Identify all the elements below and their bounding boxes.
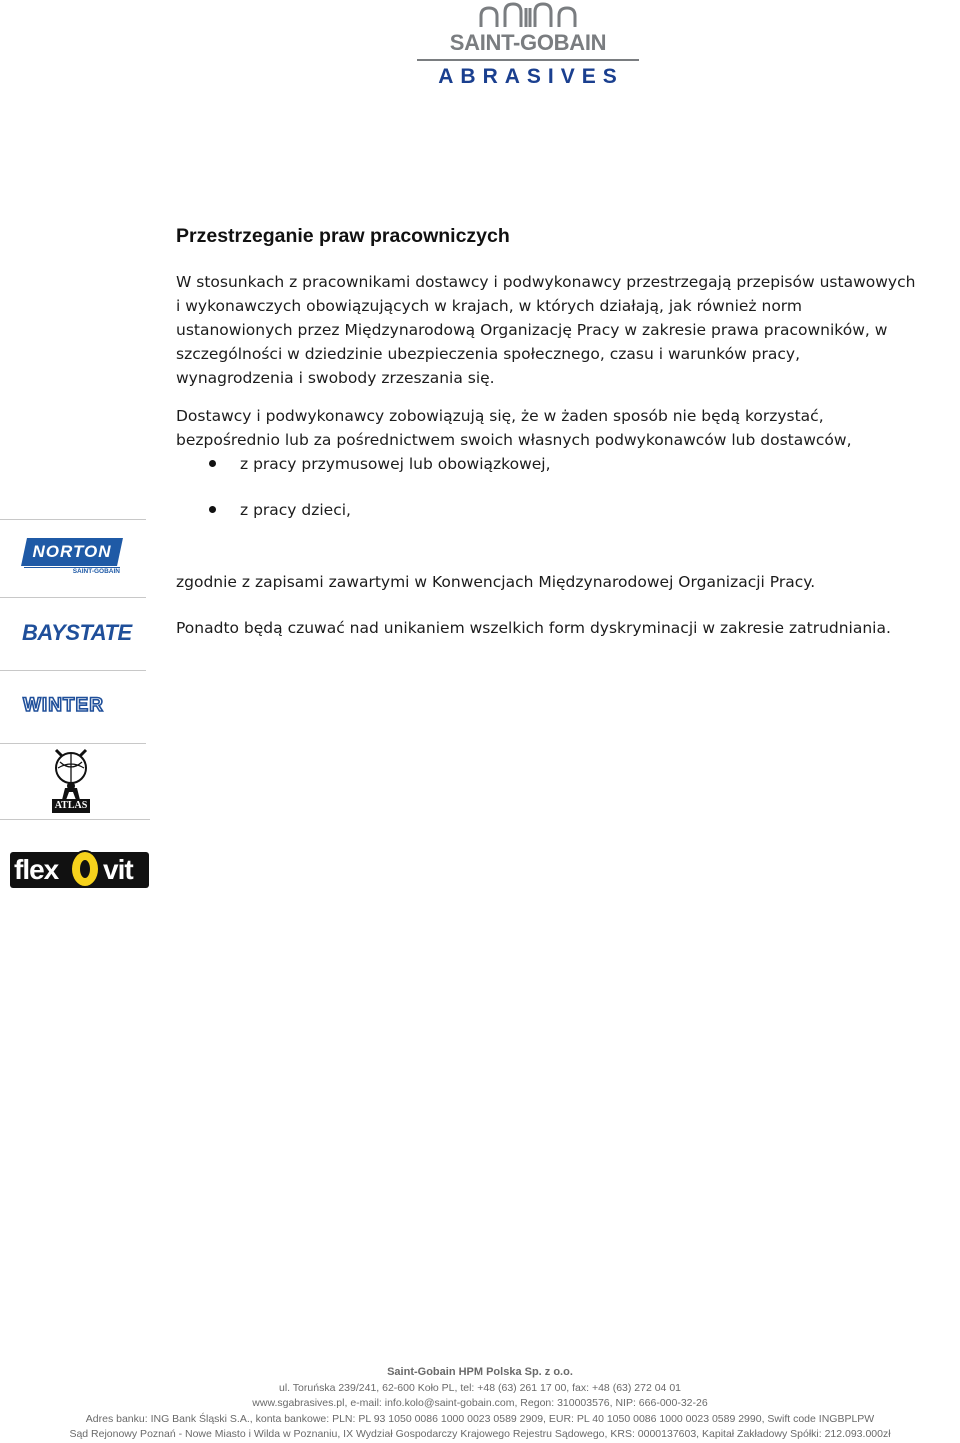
baystate-logo: BAYSTATE <box>22 620 132 645</box>
brand-divider <box>0 743 146 744</box>
norton-wordmark: NORTON <box>32 542 112 561</box>
brand-divider <box>0 597 146 598</box>
division-name: ABRASIVES <box>438 65 624 88</box>
atlas-wordmark: ATLAS <box>52 799 90 813</box>
brand-divider <box>0 519 146 520</box>
footer-address: ul. Toruńska 239/241, 62-600 Koło PL, tel: +48 (63) 261 17 00, fax: +48 (63) 272 04 01 <box>278 1381 681 1394</box>
list-item <box>176 498 916 522</box>
page-footer <box>0 1365 960 1443</box>
winter-logo: WINTER <box>23 695 104 716</box>
brand-divider <box>0 819 150 820</box>
footer-company: Saint-Gobain HPM Polska Sp. z o.o. <box>387 1366 573 1378</box>
logo-divider <box>417 59 639 61</box>
saint-gobain-abrasives-logo <box>415 0 641 92</box>
brand-divider <box>0 670 146 671</box>
flexovit-wordmark-right: vit <box>103 854 133 885</box>
flexovit-wordmark-left: flex <box>14 854 59 885</box>
company-name: SAINT-GOBAIN <box>449 30 607 55</box>
footer-bank: Adres banku: ING Bank Śląski S.A., konta bankowe: PLN: PL 93 1050 0086 1000 0023 0589 2909, EUR: PL 40 1050 0086 1000 0023 0589 2990, Swift code INGBPLPW <box>85 1412 875 1425</box>
footer-court: Sąd Rejonowy Poznań - Nowe Miasto i Wilda w Poznaniu, IX Wydział Gospodarczy Krajowego Rejestru Sądowego, KRS: 0000137603, Kapitał Zakładowy Spółki: 212.093.000zł <box>69 1428 891 1440</box>
closing-paragraph-2: Ponadto będą czuwać nad unikaniem wszelkich form dyskryminacji w zakresie zatrudniania. <box>176 619 891 637</box>
paragraph-1: W stosunkach z pracownikami dostawcy i podwykonawcy przestrzegają przepisów ustawowych i wykonawczych obowiązujących w krajach, w których działają, jak również norm ustanowionych przez Międzynarodową Organizację Pracy w zakresie prawa pracowników, w szczególności w dziedzinie ubezpieczenia społecznego, czasu i warunków pracy, wynagrodzenia i swobody zrzeszania się. <box>176 273 916 387</box>
flexovit-disc-icon <box>70 850 100 888</box>
footer-web: www.sgabrasives.pl, e-mail: info.kolo@saint-gobain.com, Regon: 310003576, NIP: 666-000-32-26 <box>252 1397 708 1409</box>
paragraph-2: Dostawcy i podwykonawcy zobowiązują się, że w żaden sposób nie będą korzystać, bezpośrednio lub za pośrednictwem swoich własnych podwykonawców lub dostawców, <box>176 407 852 449</box>
bullet-icon <box>209 460 216 467</box>
closing-paragraph-1: zgodnie z zapisami zawartymi w Konwencjach Międzynarodowej Organizacji Pracy. <box>176 573 816 591</box>
list-item <box>176 452 916 476</box>
bullet-list <box>176 452 916 522</box>
bullet-icon <box>209 506 216 513</box>
list-item-text: z pracy dzieci, <box>240 501 351 519</box>
page-title: Przestrzeganie praw pracowniczych <box>176 225 510 247</box>
document-body <box>176 222 916 654</box>
norton-subtitle: SAINT-GOBAIN <box>72 568 120 575</box>
flexovit-logo <box>10 852 149 888</box>
list-item-text: z pracy przymusowej lub obowiązkowej, <box>240 455 551 473</box>
arches-icon <box>479 2 577 28</box>
